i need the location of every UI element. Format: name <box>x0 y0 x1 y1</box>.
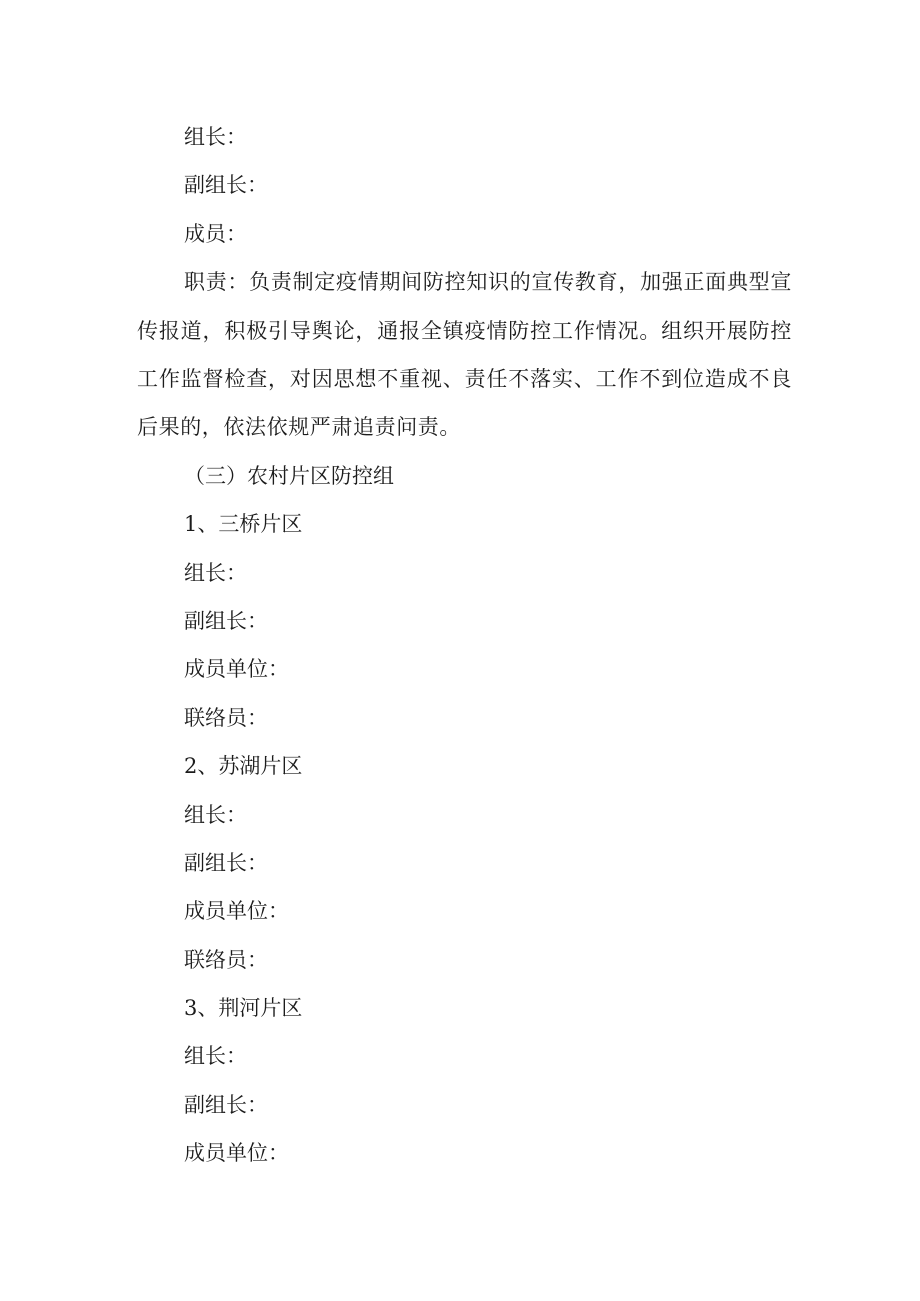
document-body <box>137 113 792 1178</box>
district-name: 2、苏湖片区 <box>184 754 303 779</box>
district-liaison-label: 联络员： <box>184 947 268 972</box>
group-leader-label: 组长： <box>184 125 247 149</box>
district-name: 3、荆河片区 <box>184 996 303 1021</box>
district-liaison-label: 联络员： <box>184 705 268 730</box>
group-members-label: 成员： <box>184 221 247 246</box>
district-leader-label: 组长： <box>184 1044 247 1069</box>
district-deputy-leader-label: 副组长： <box>184 1092 268 1117</box>
group-duties-paragraph: 职责：负责制定疫情期间防控知识的宣传教育，加强正面典型宣传报道，积极引导舆论，通报全镇疫情防控工作情况。组织开展防控工作监督检查，对因思想不重视、责任不落实、工作不到位造成不良后果的，依法依规严肃追责问责。 <box>137 270 792 440</box>
group-deputy-leader-label: 副组长： <box>184 173 268 198</box>
district-name: 1、三桥片区 <box>184 512 303 537</box>
district-leader-label: 组长： <box>184 802 247 827</box>
district-member-units-label: 成员单位： <box>184 657 289 682</box>
district-member-units-label: 成员单位： <box>184 1141 289 1166</box>
district-leader-label: 组长： <box>184 560 247 585</box>
district-deputy-leader-label: 副组长： <box>184 608 268 633</box>
section-heading: （三）农村片区防控组 <box>184 463 394 488</box>
district-member-units-label: 成员单位： <box>184 899 289 924</box>
district-deputy-leader-label: 副组长： <box>184 850 268 875</box>
